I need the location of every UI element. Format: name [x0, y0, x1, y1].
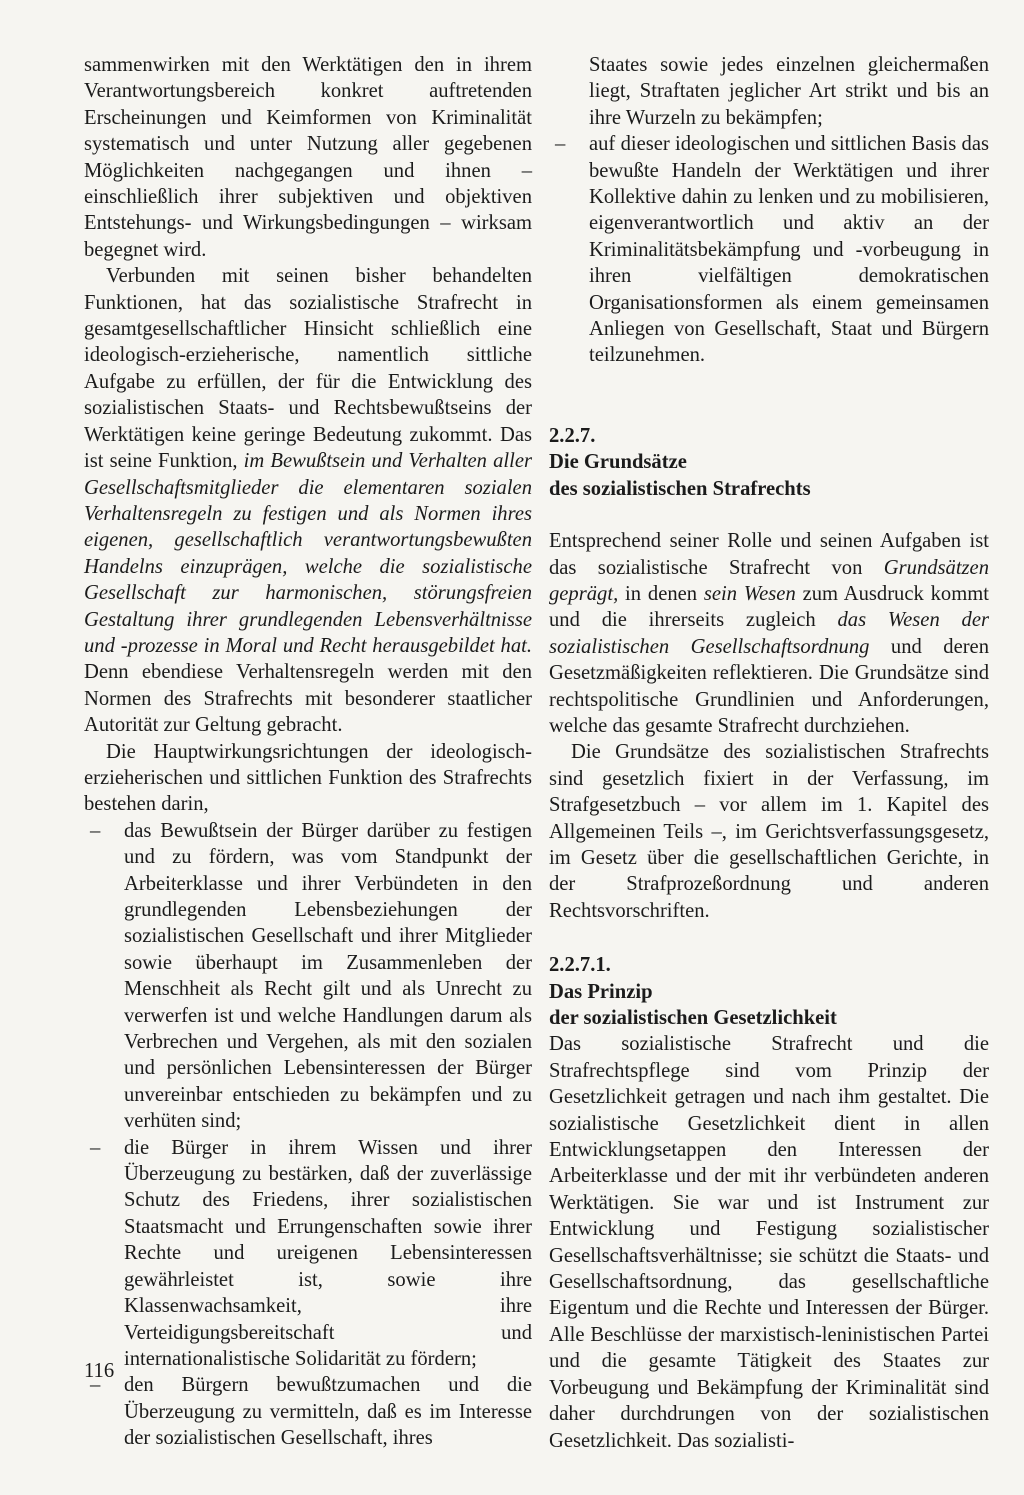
text-run: Entsprechend seiner Rolle und seinen Aufgaben ist das sozialistische Strafrecht von: [549, 530, 989, 579]
right-column: [549, 52, 989, 1454]
text-run: zum Ausdruck kommt und die ihrerseits zugleich: [549, 582, 989, 632]
section-title: Das Prinzip: [549, 980, 653, 1003]
text-run: und deren Gesetzmäßigkeiten reflektieren. Die Grundsätze sind rechtspolitische Grundlinien und Anforderungen, welche das gesamte Strafrecht durchziehen.: [549, 635, 989, 737]
text-run: Denn ebendiese Verhaltensregeln werden mit den Normen des Strafrechts mit besonderer staatlicher Autorität zur Geltung gebracht.: [84, 661, 532, 737]
paragraph: Die Grundsätze des sozialistischen Strafrechts sind gesetzlich fixiert in der Verfassung, im Strafgesetzbuch – vor allem im 1. Kapitel des Allgemeinen Teils –, im Gerichtsverfassungsgesetz, im Gesetz über die gesellschaftlichen Gerichte, in der Strafprozeßordnung und anderen Rechtsvorschriften.: [549, 741, 989, 922]
section-number: 2.2.7.1.: [549, 954, 611, 977]
section-number: 2.2.7.: [549, 424, 596, 447]
italic-run: das Wesen der sozialistischen Gesellschaftsordnung: [549, 609, 989, 658]
section-title: des sozialistischen Strafrechts: [549, 477, 811, 500]
paragraph: Die Hauptwirkungsrichtungen der ideologisch-erzieherischen und sittlichen Funktion des Strafrechts bestehen darin,: [84, 740, 532, 816]
paragraph: sammenwirken mit den Werktätigen den in ihrem Verantwortungsbereich konkret auftretenden Erscheinungen und Keimformen von Kriminalität systematisch und unter Nutzung aller gegebenen Möglichkeiten nachgegangen und ihnen – einschließlich ihrer subjektiven und objektiven Entstehungs- und Wirkungsbedingungen – wirksam begegnet wird.: [84, 54, 532, 261]
paragraph: Das sozialistische Strafrecht und die Strafrechtspflege sind vom Prinzip der Gesetzlichkeit getragen und nach ihm gestaltet. Die sozialistische Gesetzlichkeit dient in allen Entwicklungsetappen den Interessen der Arbeiterklasse und der mit ihr verbündeten anderen Werktätigen. Sie war und ist Instrument zur Entwicklung und Festigung sozialistischer Gesellschaftsverhältnisse; sie schützt die Staats- und Gesellschaftsordnung, das gesellschaftliche Eigentum und die Rechte und Interessen der Bürger. Alle Beschlüsse der marxistisch-leninistischen Partei und die gesamte Tätigkeit des Staates zur Vorbeugung und Bekämpfung der Kriminalität sind daher durchdrungen von der sozialistischen Gesetzlichkeit. Das sozialisti-: [549, 1033, 989, 1452]
list-item-continuation: Staates sowie jedes einzelnen gleichermaßen liegt, Straftaten jeglicher Art strikt und bis an ihre Wurzeln zu bekämpfen;: [589, 54, 989, 129]
page-number: 116: [84, 1360, 115, 1382]
paragraph-principles: [549, 528, 989, 739]
dash-list: [549, 52, 989, 369]
italic-run: im Bewußtsein und Verhalten aller Gesellschaftsmitglieder die elementaren sozialen Verhaltensregeln zu festigen und als Normen ihres eigenen, gesellschaftlich verantwortungsbewußten Handelns einzuprägen, welche die sozialistische Gesellschaft zur harmonischen, störungsfreien Gestaltung ihrer grundlegenden Lebensverhältnisse und -prozesse in Moral und Recht herausgebildet hat.: [84, 450, 532, 657]
dash-list: [84, 818, 532, 1452]
section-title: der sozialistischen Gesetzlichkeit: [549, 1007, 837, 1029]
list-item: – auf dieser ideologischen und sittlichen Basis das bewußte Handeln der Werktätigen und ihrer Kollektive dahin zu lenken und zu mobilisieren, eigenverantwortlich und aktiv an der Kriminalitätsbekämpfung und -vorbeugung in ihren vielfältigen demokratischen Organisationsformen als einem gemeinsamen Anliegen von Gesellschaft, Staat und Bürgern teilzunehmen.: [549, 131, 989, 369]
section-title: Die Grundsätze: [549, 451, 687, 474]
text-run: in denen: [618, 582, 704, 605]
text-run: Verbunden mit seinen bisher behandelten Funktionen, hat das sozialistische Strafrecht in gesamtgesellschaftlicher Hinsicht schließlich eine ideologisch-erzieherische, namentlich sittliche Aufgabe zu erfüllen, der für die Entwicklung des sozialistischen Staats- und Rechtsbewußtseins der Werktätigen keine geringe Bedeutung zukommt. Das ist seine Funktion,: [84, 265, 532, 473]
italic-run: Grundsätzen geprägt,: [549, 556, 989, 605]
left-column: [84, 52, 532, 1452]
italic-run: sein Wesen: [703, 582, 796, 605]
list-item: – das Bewußtsein der Bürger darüber zu festigen und zu fördern, was vom Standpunkt der Arbeiterklasse und ihrer Verbündeten in den grundlegenden Lebensbeziehungen der sozialistischen Gesellschaft und ihrer Mitglieder sowie überhaupt im Zusammenleben der Menschheit als Recht gilt und als Unrecht zu verwerfen ist und welche Handlungen darum als Verbrechen und Vergehen, als mit den sozialen und persönlichen Lebensinteressen der Bürger unvereinbar entschieden zu bekämpfen und zu verhüten sind;: [84, 818, 532, 1135]
list-item: – die Bürger in ihrem Wissen und ihrer Überzeugung zu bestärken, daß der zuverlässige Schutz des Friedens, ihrer sozialistischen Staatsmacht und Errungenschaften sowie ihrer Rechte und ureigenen Lebensinteressen gewährleistet ist, sowie ihre Klassenwachsamkeit, ihre Verteidigungsbereitschaft und internationalistische Solidarität zu fördern;: [84, 1135, 532, 1373]
paragraph-functions: [84, 263, 532, 738]
list-item: – den Bürgern bewußtzumachen und die Überzeugung zu vermitteln, daß es im Interesse der sozialistischen Gesellschaft, ihres: [84, 1372, 532, 1451]
